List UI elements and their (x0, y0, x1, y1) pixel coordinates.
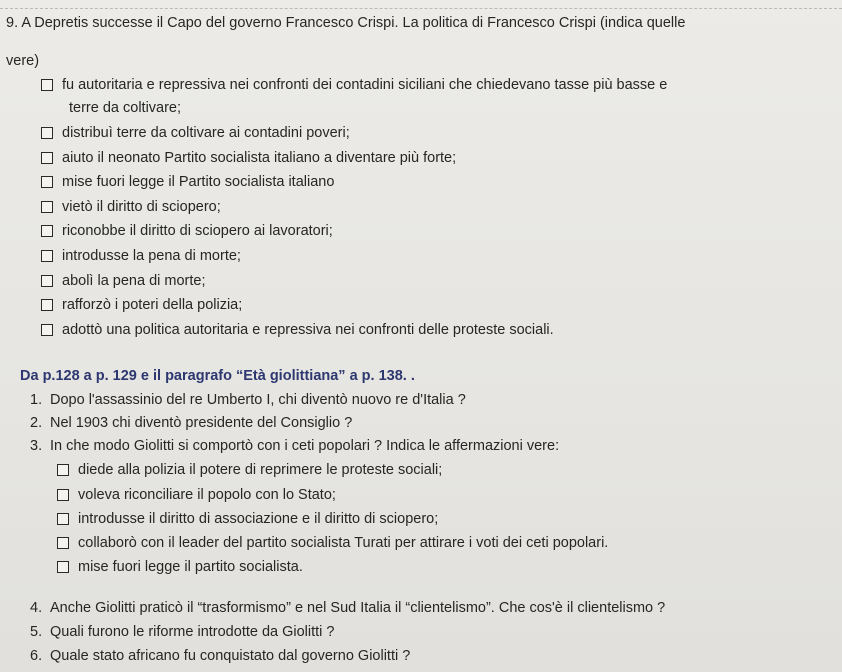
q9-option-4[interactable] (41, 173, 334, 191)
option-label: mise fuori legge il Partito socialista italiano (62, 174, 335, 190)
checkbox[interactable] (41, 79, 53, 91)
checkbox[interactable] (41, 299, 53, 311)
question-text: In che modo Giolitti si comportò con i ceti popolari ? Indica le affermazioni vere: (50, 438, 560, 454)
checkbox[interactable] (41, 324, 53, 336)
option-label: diede alla polizia il potere di reprimere le proteste sociali; (78, 462, 443, 478)
question-number: 3. (30, 438, 43, 454)
question-number: 4. (30, 600, 43, 616)
checkbox[interactable] (57, 489, 69, 501)
question-number: 5. (30, 624, 43, 640)
q9-option-9[interactable] (41, 296, 242, 314)
q3-option-2[interactable] (57, 486, 336, 504)
question-2 (30, 414, 352, 432)
option-label: riconobbe il diritto di sciopero ai lavoratori; (62, 223, 333, 239)
q3-option-1[interactable] (57, 461, 442, 479)
question-4 (30, 599, 665, 617)
option-label: rafforzò i poteri della polizia; (62, 297, 243, 313)
question-9-text: 9. A Depretis successe il Capo del governo Francesco Crispi. La politica di Francesco Crispi (indica quelle (6, 15, 686, 31)
section-heading: Da p.128 a p. 129 e il paragrafo “Età giolittiana” a p. 138. . (20, 368, 415, 384)
option-label: mise fuori legge il partito socialista. (78, 559, 303, 575)
q9-option-3[interactable] (41, 149, 456, 167)
option-label: vietò il diritto di sciopero; (62, 199, 221, 215)
checkbox[interactable] (57, 537, 69, 549)
question-1 (30, 391, 466, 409)
q9-option-2[interactable] (41, 124, 350, 142)
option-label: collaborò con il leader del partito socialista Turati per attirare i voti dei ceti popolari. (78, 535, 609, 551)
question-text: Nel 1903 chi diventò presidente del Consiglio ? (50, 415, 353, 431)
question-number: 6. (30, 648, 43, 664)
checkbox[interactable] (41, 152, 53, 164)
option-label: introdusse la pena di morte; (62, 248, 241, 264)
top-rule (0, 0, 842, 9)
question-3 (30, 437, 559, 455)
question-text: Quale stato africano fu conquistato dal governo Giolitti ? (50, 648, 411, 664)
option-label: introdusse il diritto di associazione e il diritto di sciopero; (78, 511, 439, 527)
checkbox[interactable] (41, 250, 53, 262)
q9-option-1-cont: terre da coltivare; (69, 100, 182, 116)
q3-option-5[interactable] (57, 558, 303, 576)
q9-option-5[interactable] (41, 198, 221, 216)
option-label: aiuto il neonato Partito socialista italiano a diventare più forte; (62, 150, 457, 166)
question-number: 2. (30, 415, 43, 431)
question-5 (30, 623, 335, 641)
q9-option-6[interactable] (41, 222, 333, 240)
q9-option-8[interactable] (41, 272, 205, 290)
question-6 (30, 647, 410, 665)
question-text: Quali furono le riforme introdotte da Giolitti ? (50, 624, 335, 640)
option-label: adottò una politica autoritaria e repressiva nei confronti delle proteste sociali. (62, 322, 554, 338)
checkbox[interactable] (41, 225, 53, 237)
checkbox[interactable] (57, 561, 69, 573)
question-text: Anche Giolitti praticò il “trasformismo” e nel Sud Italia il “clientelismo”. Che cos'è il clientelismo ? (50, 600, 666, 616)
option-label: voleva riconciliare il popolo con lo Stato; (78, 487, 336, 503)
option-label: fu autoritaria e repressiva nei confronti dei contadini siciliani che chiedevano tasse più basse e (62, 77, 668, 93)
option-label: abolì la pena di morte; (62, 273, 206, 289)
question-9-text-cont: vere) (6, 53, 40, 69)
checkbox[interactable] (41, 127, 53, 139)
checkbox[interactable] (41, 176, 53, 188)
question-number: 1. (30, 392, 43, 408)
checkbox[interactable] (57, 513, 69, 525)
checkbox[interactable] (57, 464, 69, 476)
q3-option-3[interactable] (57, 510, 438, 528)
option-label: distribuì terre da coltivare ai contadini poveri; (62, 125, 350, 141)
question-text: Dopo l'assassinio del re Umberto I, chi diventò nuovo re d'Italia ? (50, 392, 466, 408)
q3-option-4[interactable] (57, 534, 608, 552)
q9-option-10[interactable] (41, 321, 554, 339)
q9-option-1[interactable] (41, 76, 667, 94)
checkbox[interactable] (41, 275, 53, 287)
q9-option-7[interactable] (41, 247, 241, 265)
checkbox[interactable] (41, 201, 53, 213)
